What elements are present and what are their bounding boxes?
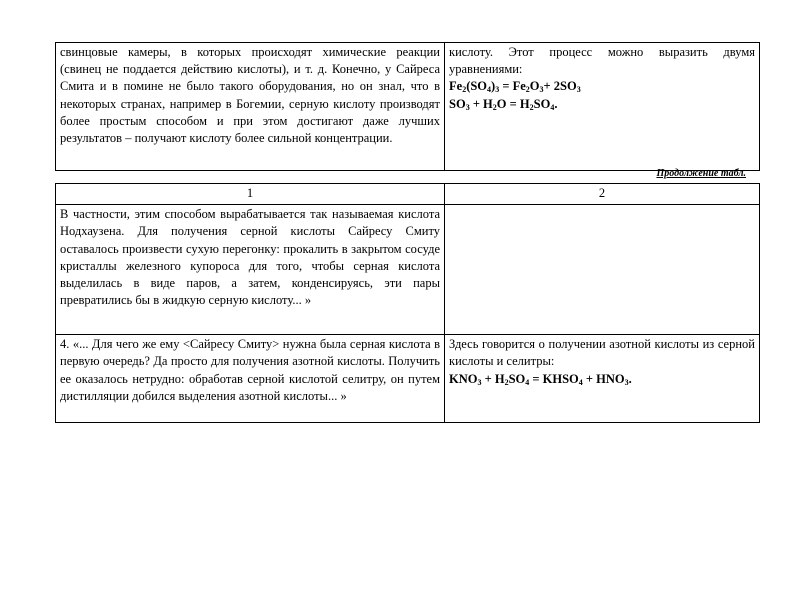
row3-right-cell [445,205,760,335]
row3-left-cell: В частности, этим способом вырабатывается так называемая кислота Нодхаузена. Для получения серной кислоты Сайресу Смиту оставалось произвести сухую перегонку: прокалить в закрытом сосуде кристаллы железного купороса для того, чтобы серная кислота выделилась в виде паров, а затем, конденсируясь, эти пары превратились бы в жидкую серную кислоту... » [56,205,445,335]
column-number-1: 1 [56,184,445,205]
formula-part: + HNO [582,371,625,386]
table-row [56,205,760,335]
formula-part: . [628,371,632,386]
equation-1 [449,78,755,95]
formula-subscript: 2 [492,102,497,112]
top-left-cell: свинцовые камеры, в которых происходят химические реакции (свинец не поддается действию кислоты), и т. д. Конечно, у Сайреса Смита и в помине не было такого оборудования, но он знал, что в некоторых странах, например в Богемии, серную кислоту производят более простым способом и при этом достигают даже лучших результатов – получают кислоту более сильной концентрации. [56,43,445,171]
formula-part: SO [533,96,551,111]
formula-subscript: 2 [525,85,530,95]
row4-left-cell: 4. «... Для чего же ему <Сайресу Смиту> нужна была серная кислота в первую очередь? Да просто для получения азотной кислоты. Получить ее оказалось нетрудно: обработав серной кислотой селитру, он путем дистилляции добился выделения азотной кислоты... » [56,335,445,423]
formula-part: O = H [496,96,530,111]
formula-part: SO [508,371,526,386]
continuation-label: Продолжение табл. [656,168,746,179]
header-row [56,184,760,205]
formula-subscript: 3 [576,85,581,95]
formula-subscript: 2 [462,85,467,95]
formula-subscript: 4 [578,377,583,387]
row4-right-cell [445,335,760,423]
main-table [55,183,760,423]
formula-subscript: 3 [477,377,482,387]
top-right-cell [445,43,760,171]
formula-part: ) [491,79,496,94]
table-row [56,335,760,423]
formula-subscript: 3 [495,85,500,95]
formula-subscript: 3 [624,377,629,387]
formula-part: + 2SO [543,79,577,94]
formula-part: = KHSO [529,371,579,386]
formula-part: + H [469,96,493,111]
column-number-2: 2 [445,184,760,205]
formula-part: SO [449,96,466,111]
formula-subscript: 4 [487,85,492,95]
top-table-fragment [55,42,760,171]
formula-part: Fe [449,79,463,94]
formula-part: KNO [449,371,478,386]
formula-part: + H [481,371,505,386]
equation-3 [449,371,755,388]
formula-subscript: 4 [550,102,555,112]
row4-right-text: Здесь говорится о получении азотной кислоты из серной кислоты и селитры: [449,337,755,369]
equation-2 [449,96,755,113]
table-row [56,43,760,171]
formula-subscript: 2 [504,377,509,387]
formula-part: (SO [466,79,488,94]
formula-subscript: 2 [529,102,534,112]
formula-subscript: 3 [539,85,544,95]
top-right-text: кислоту. Этот процесс можно выразить двумя уравнениями: [449,45,755,77]
formula-subscript: 4 [525,377,530,387]
formula-part: O [529,79,540,94]
formula-subscript: 3 [465,102,470,112]
formula-part: = Fe [499,79,526,94]
formula-part: . [554,96,558,111]
